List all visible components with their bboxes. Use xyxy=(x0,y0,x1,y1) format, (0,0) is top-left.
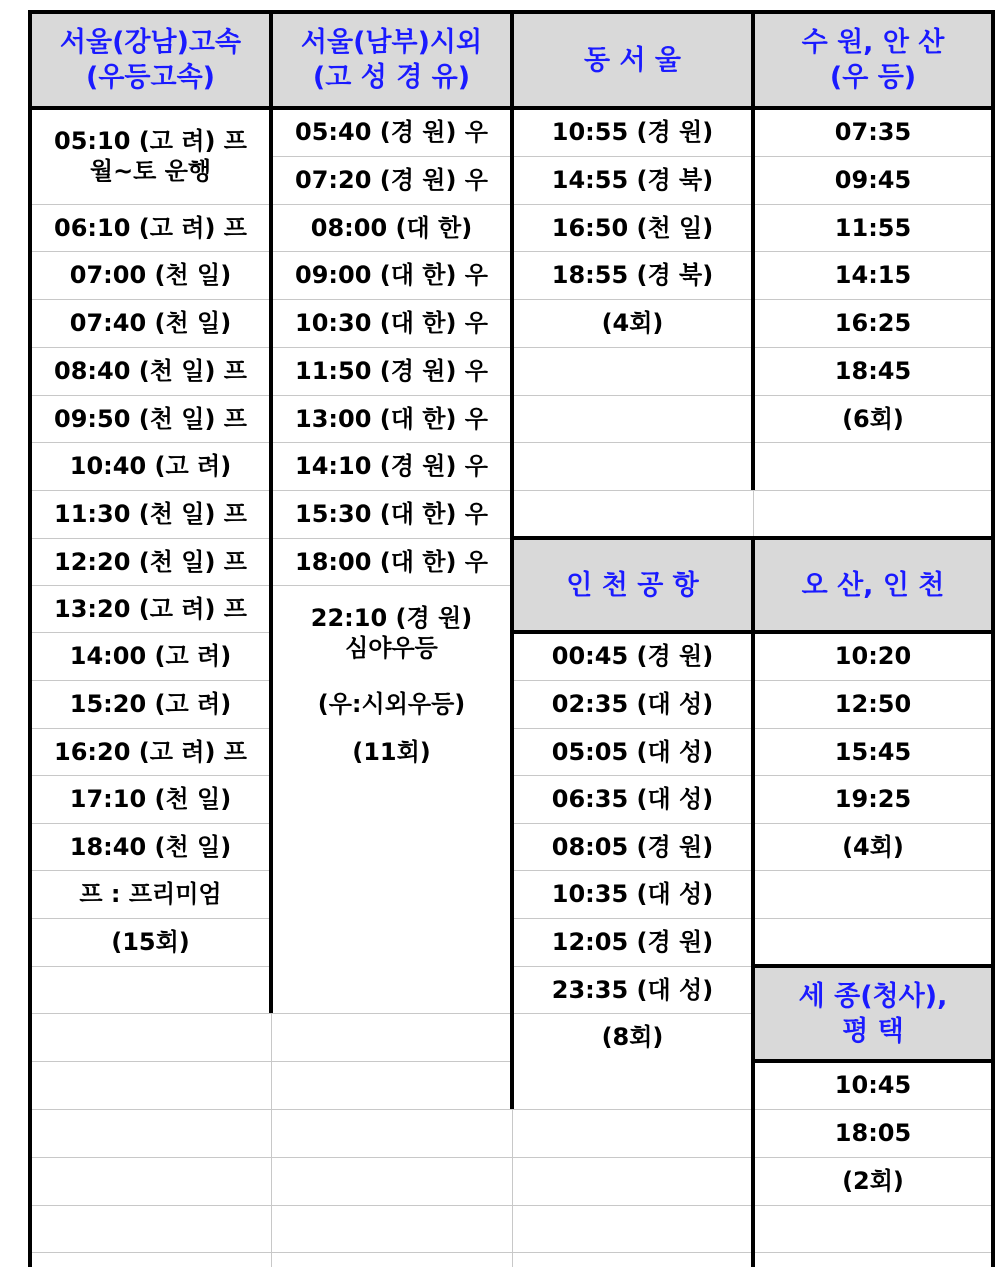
departure-text: 16:25 xyxy=(834,309,912,337)
departure-text: 12:05 (경 원) xyxy=(551,928,714,956)
table-border xyxy=(751,538,755,1267)
departure-text: 08:40 (천 일) 프 xyxy=(54,357,247,385)
departure-text: 06:10 (고 려) 프 xyxy=(54,213,247,242)
table-gridline xyxy=(512,156,753,157)
column-header-suwon-ansan xyxy=(753,12,993,108)
departure-text: 월~토 운행 xyxy=(89,157,212,185)
table-gridline xyxy=(753,870,993,871)
timetable-cell-seoul-gangnam xyxy=(30,395,271,442)
table-gridline xyxy=(753,1205,993,1206)
departure-text: 10:20 xyxy=(834,642,912,670)
table-gridline xyxy=(753,395,993,396)
timetable-cell-seoul-nambu xyxy=(271,680,512,728)
departure-text: 18:05 xyxy=(834,1119,912,1147)
column-header-dong-seoul xyxy=(512,12,753,108)
departure-text: 10:35 (대 성) xyxy=(551,880,714,908)
departure-text: 22:10 (경 원) xyxy=(310,603,473,632)
table-gridline xyxy=(30,775,271,776)
departure-text: 13:00 (대 한) 우 xyxy=(295,404,488,433)
table-gridline xyxy=(30,918,271,919)
timetable-cell-incheon-airport xyxy=(512,680,753,728)
table-gridline xyxy=(30,1252,271,1253)
departure-text: 06:35 (대 성) xyxy=(551,785,714,813)
column-header-seoul-gangnam xyxy=(30,12,271,108)
timetable-cell-seoul-gangnam xyxy=(30,728,271,775)
departure-text: (4회) xyxy=(842,832,904,861)
timetable-cell-seoul-nambu xyxy=(271,442,512,490)
departure-text: 14:00 (고 려) xyxy=(69,642,232,670)
table-border xyxy=(28,10,32,1267)
departure-text: 09:00 (대 한) 우 xyxy=(295,261,488,289)
departure-text: (우:시외우등) xyxy=(317,690,466,718)
table-gridline xyxy=(512,490,753,491)
table-gridline xyxy=(30,299,271,300)
table-gridline xyxy=(753,204,993,205)
timetable-cell-suwon-ansan xyxy=(753,156,993,204)
table-gridline xyxy=(271,585,512,586)
table-gridline xyxy=(271,156,512,157)
timetable-cell-dong-seoul xyxy=(512,299,753,347)
table-gridline xyxy=(271,1061,512,1062)
timetable-cell-osan-incheon xyxy=(753,775,993,823)
table-gridline xyxy=(512,1109,753,1110)
timetable-cell-sejong-pyeongtaek xyxy=(753,1157,993,1205)
table-gridline xyxy=(271,1013,512,1014)
timetable-cell-seoul-gangnam xyxy=(30,632,271,680)
departure-text: 07:20 (경 원) 우 xyxy=(295,166,488,194)
table-gridline xyxy=(30,204,271,205)
timetable-cell-seoul-nambu xyxy=(271,347,512,395)
table-gridline xyxy=(753,347,993,348)
departure-text: 05:05 (대 성) xyxy=(551,737,714,766)
table-gridline xyxy=(271,395,512,396)
header-text: 수 원, 안 산 xyxy=(801,27,945,58)
timetable-cell-suwon-ansan xyxy=(753,108,993,156)
departure-text: (4회) xyxy=(601,309,664,337)
table-border xyxy=(510,536,995,540)
timetable-cell-dong-seoul xyxy=(512,251,753,299)
timetable-cell-dong-seoul xyxy=(512,108,753,156)
table-gridline xyxy=(753,918,993,919)
departure-text: 19:25 xyxy=(834,785,912,813)
departure-text: 02:35 (대 성) xyxy=(551,690,714,718)
table-gridline xyxy=(30,870,271,871)
departure-text: 14:10 (경 원) 우 xyxy=(295,452,488,480)
departure-text: 심야우등 xyxy=(345,633,438,662)
timetable-cell-suwon-ansan xyxy=(753,251,993,299)
header-text: 평 택 xyxy=(842,1015,904,1047)
departure-text: (2회) xyxy=(842,1167,904,1195)
timetable-cell-seoul-nambu xyxy=(271,108,512,156)
table-gridline xyxy=(512,1252,753,1253)
departure-text: 프 : 프리미엄 xyxy=(79,880,222,908)
header-text: 인 천 공 항 xyxy=(566,569,699,601)
table-gridline xyxy=(271,1157,512,1158)
timetable-cell-seoul-gangnam xyxy=(30,823,271,870)
table-gridline xyxy=(30,823,271,824)
table-gridline xyxy=(512,299,753,300)
timetable-cell-incheon-airport xyxy=(512,632,753,680)
header-text: (우 등) xyxy=(829,62,917,93)
header-text: 오 산, 인 천 xyxy=(801,569,945,601)
departure-text: 10:55 (경 원) xyxy=(551,118,714,146)
departure-text: 10:30 (대 한) 우 xyxy=(295,309,488,337)
timetable-cell-osan-incheon xyxy=(753,632,993,680)
timetable-cell-dong-seoul xyxy=(512,156,753,204)
departure-text: 14:55 (경 북) xyxy=(551,166,714,194)
departure-text: 13:20 (고 려) 프 xyxy=(54,594,247,623)
timetable-cell-seoul-gangnam xyxy=(30,347,271,395)
table-gridline xyxy=(512,1013,753,1014)
table-gridline xyxy=(753,1109,993,1110)
table-gridline xyxy=(753,680,993,681)
table-gridline xyxy=(512,1157,753,1158)
timetable-cell-seoul-nambu xyxy=(271,490,512,538)
timetable-cell-incheon-airport xyxy=(512,966,753,1013)
timetable-cell-incheon-airport xyxy=(512,1013,753,1061)
departure-text: 15:20 (고 려) xyxy=(69,690,232,718)
departure-text: 15:45 xyxy=(834,737,912,766)
departure-text: 23:35 (대 성) xyxy=(551,975,714,1004)
timetable-cell-sejong-pyeongtaek xyxy=(753,1061,993,1109)
table-gridline xyxy=(271,347,512,348)
timetable-cell-incheon-airport xyxy=(512,823,753,870)
table-gridline xyxy=(512,395,753,396)
table-gridline xyxy=(512,347,753,348)
timetable-cell-seoul-gangnam xyxy=(30,680,271,728)
departure-text: 07:35 xyxy=(834,118,912,146)
table-gridline xyxy=(271,1252,512,1253)
table-gridline xyxy=(30,966,271,967)
table-border xyxy=(751,1059,995,1063)
departure-text: 00:45 (경 원) xyxy=(551,642,714,670)
table-gridline xyxy=(271,1013,272,1267)
timetable-cell-incheon-airport xyxy=(512,918,753,966)
table-gridline xyxy=(30,490,271,491)
table-gridline xyxy=(512,1205,753,1206)
table-gridline xyxy=(512,1109,513,1267)
table-gridline xyxy=(30,632,271,633)
departure-text: 10:40 (고 려) xyxy=(69,452,232,480)
departure-text: 12:20 (천 일) 프 xyxy=(54,547,247,576)
departure-text: 16:20 (고 려) 프 xyxy=(54,737,247,766)
table-gridline xyxy=(512,204,753,205)
table-gridline xyxy=(753,299,993,300)
table-gridline xyxy=(30,1061,271,1062)
table-gridline xyxy=(30,538,271,539)
departure-text: 10:45 xyxy=(834,1071,912,1099)
timetable-cell-seoul-gangnam xyxy=(30,870,271,918)
timetable-cell-incheon-airport xyxy=(512,728,753,775)
timetable-cell-seoul-gangnam xyxy=(30,251,271,299)
timetable-cell-seoul-nambu xyxy=(271,538,512,585)
timetable-cell-seoul-nambu xyxy=(271,299,512,347)
timetable-cell-seoul-gangnam xyxy=(30,108,271,204)
table-gridline xyxy=(753,251,993,252)
departure-text: 07:00 (천 일) xyxy=(69,261,232,289)
table-border xyxy=(751,10,755,490)
header-text: 서울(강남)고속 xyxy=(59,27,242,58)
timetable-cell-osan-incheon xyxy=(753,728,993,775)
table-gridline xyxy=(271,538,512,539)
timetable-cell-seoul-gangnam xyxy=(30,775,271,823)
timetable-cell-seoul-nambu xyxy=(271,395,512,442)
table-gridline xyxy=(753,823,993,824)
timetable-cell-seoul-gangnam xyxy=(30,538,271,585)
timetable-cell-seoul-gangnam xyxy=(30,442,271,490)
column-header-sejong-pyeongtaek xyxy=(753,966,993,1061)
departure-text: 16:50 (천 일) xyxy=(551,213,714,242)
departure-text: 14:15 xyxy=(834,261,912,289)
header-text: (고 성 경 유) xyxy=(312,62,471,93)
timetable-cell-dong-seoul xyxy=(512,204,753,251)
table-gridline xyxy=(512,680,753,681)
table-gridline xyxy=(30,585,271,586)
table-gridline xyxy=(30,680,271,681)
column-header-incheon-airport xyxy=(512,538,753,632)
table-gridline xyxy=(271,490,512,491)
table-border xyxy=(269,10,273,1013)
timetable-cell-incheon-airport xyxy=(512,870,753,918)
departure-text: 12:50 xyxy=(834,690,912,718)
timetable-cell-incheon-airport xyxy=(512,775,753,823)
timetable-cell-suwon-ansan xyxy=(753,395,993,442)
table-gridline xyxy=(512,775,753,776)
departure-text: (6회) xyxy=(842,404,904,433)
departure-text: 09:45 xyxy=(834,166,912,194)
departure-text: 11:30 (천 일) 프 xyxy=(54,500,247,528)
table-gridline xyxy=(30,1157,271,1158)
table-gridline xyxy=(30,1205,271,1206)
column-header-osan-incheon xyxy=(753,538,993,632)
header-text: 서울(남부)시외 xyxy=(300,27,483,58)
table-gridline xyxy=(512,918,753,919)
table-gridline xyxy=(271,204,512,205)
table-gridline xyxy=(512,728,753,729)
timetable-cell-seoul-nambu xyxy=(271,728,512,775)
timetable-cell-sejong-pyeongtaek xyxy=(753,1109,993,1157)
departure-text: (8회) xyxy=(601,1023,664,1051)
timetable-cell-osan-incheon xyxy=(753,823,993,870)
departure-text: 08:05 (경 원) xyxy=(551,832,714,861)
table-gridline xyxy=(753,1252,993,1253)
departure-text: 09:50 (천 일) 프 xyxy=(54,404,247,433)
table-gridline xyxy=(271,1205,512,1206)
header-text: (우등고속) xyxy=(85,62,215,93)
departure-text: 08:00 (대 한) xyxy=(310,213,473,242)
table-border xyxy=(751,964,995,968)
departure-text: (15회) xyxy=(111,928,190,956)
table-gridline xyxy=(753,156,993,157)
timetable-cell-seoul-gangnam xyxy=(30,490,271,538)
table-gridline xyxy=(30,395,271,396)
table-gridline xyxy=(512,442,753,443)
table-border xyxy=(510,10,514,1109)
timetable-cell-seoul-gangnam xyxy=(30,918,271,966)
timetable-cell-seoul-nambu xyxy=(271,585,512,680)
departure-text: 18:40 (천 일) xyxy=(69,832,232,861)
table-gridline xyxy=(30,442,271,443)
table-gridline xyxy=(753,442,993,443)
departure-text: 18:55 (경 북) xyxy=(551,261,714,289)
timetable-cell-seoul-gangnam xyxy=(30,585,271,632)
departure-text: 18:45 xyxy=(834,357,912,385)
timetable-cell-seoul-gangnam xyxy=(30,204,271,251)
table-gridline xyxy=(30,1109,271,1110)
table-gridline xyxy=(512,251,753,252)
timetable-cell-seoul-nambu xyxy=(271,204,512,251)
table-gridline xyxy=(30,347,271,348)
table-gridline xyxy=(753,490,754,538)
column-header-seoul-nambu xyxy=(271,12,512,108)
timetable-cell-suwon-ansan xyxy=(753,299,993,347)
departure-text: 05:40 (경 원) 우 xyxy=(295,118,488,146)
table-gridline xyxy=(271,442,512,443)
table-gridline xyxy=(271,299,512,300)
departure-text: 15:30 (대 한) 우 xyxy=(295,500,488,528)
departure-text: (11회) xyxy=(352,737,431,766)
timetable-cell-suwon-ansan xyxy=(753,204,993,251)
timetable-cell-seoul-nambu xyxy=(271,251,512,299)
table-gridline xyxy=(271,1109,512,1110)
timetable-cell-suwon-ansan xyxy=(753,347,993,395)
departure-text: 05:10 (고 려) 프 xyxy=(54,127,247,155)
table-gridline xyxy=(753,490,993,491)
timetable-cell-seoul-nambu xyxy=(271,156,512,204)
table-gridline xyxy=(30,728,271,729)
table-gridline xyxy=(30,1013,271,1014)
departure-text: 11:55 xyxy=(834,213,912,242)
timetable-cell-osan-incheon xyxy=(753,680,993,728)
table-gridline xyxy=(512,966,753,967)
timetable-cell-seoul-gangnam xyxy=(30,299,271,347)
table-border xyxy=(991,10,995,1267)
departure-text: 11:50 (경 원) 우 xyxy=(295,357,488,385)
table-gridline xyxy=(753,1157,993,1158)
table-gridline xyxy=(30,251,271,252)
departure-text: 18:00 (대 한) 우 xyxy=(295,547,488,576)
header-text: 동 서 울 xyxy=(583,44,682,76)
table-gridline xyxy=(753,775,993,776)
table-border xyxy=(510,630,995,634)
departure-text: 07:40 (천 일) xyxy=(69,309,232,337)
header-text: 세 종(청사), xyxy=(798,980,948,1012)
table-gridline xyxy=(271,251,512,252)
table-gridline xyxy=(753,728,993,729)
table-gridline xyxy=(512,870,753,871)
departure-text: 17:10 (천 일) xyxy=(69,785,232,813)
table-gridline xyxy=(512,823,753,824)
